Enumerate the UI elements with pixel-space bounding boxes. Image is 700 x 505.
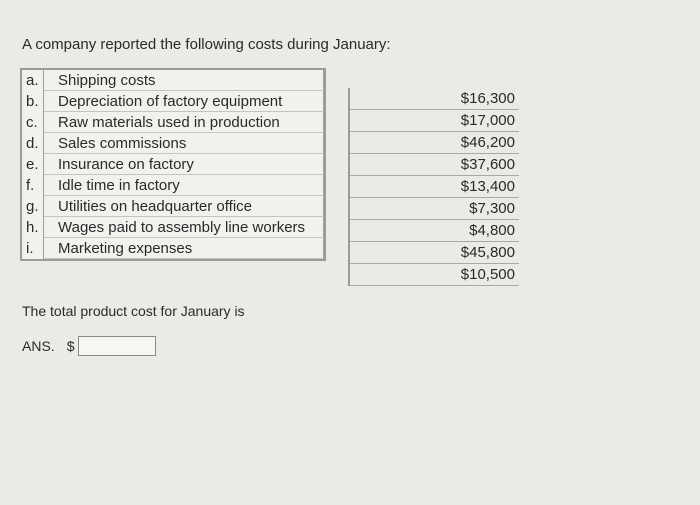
row-amount: $4,800	[350, 220, 519, 242]
currency-symbol: $	[66, 338, 75, 354]
row-amount: $10,500	[350, 264, 519, 286]
table-row	[22, 70, 324, 91]
table-row	[22, 91, 324, 112]
row-amount: $7,300	[350, 198, 519, 220]
answer-row	[22, 336, 156, 356]
row-label: Wages paid to assembly line workers	[44, 217, 324, 238]
row-amount: $46,200	[350, 132, 519, 154]
row-label: Marketing expenses	[44, 238, 324, 259]
total-prompt: The total product cost for January is	[22, 303, 245, 319]
answer-label: ANS.	[22, 338, 55, 354]
row-label: Raw materials used in production	[44, 112, 324, 133]
row-amount: $37,600	[350, 154, 519, 176]
table-row	[22, 175, 324, 196]
table-row	[22, 238, 324, 259]
row-label: Idle time in factory	[44, 175, 324, 196]
row-label: Insurance on factory	[44, 154, 324, 175]
row-label: Depreciation of factory equipment	[44, 91, 324, 112]
row-amount: $16,300	[350, 88, 519, 110]
answer-input[interactable]	[78, 336, 156, 356]
row-letter: i.	[22, 238, 44, 259]
row-letter: b.	[22, 91, 44, 112]
row-letter: f.	[22, 175, 44, 196]
table-row	[22, 112, 324, 133]
table-row	[22, 154, 324, 175]
row-letter: g.	[22, 196, 44, 217]
row-label: Shipping costs	[44, 70, 324, 91]
table-row	[22, 196, 324, 217]
row-letter: d.	[22, 133, 44, 154]
row-label: Utilities on headquarter office	[44, 196, 324, 217]
row-amount: $45,800	[350, 242, 519, 264]
row-letter: h.	[22, 217, 44, 238]
row-letter: e.	[22, 154, 44, 175]
row-letter: c.	[22, 112, 44, 133]
table-row	[22, 217, 324, 238]
row-letter: a.	[22, 70, 44, 91]
row-amount: $13,400	[350, 176, 519, 198]
row-label: Sales commissions	[44, 133, 324, 154]
table-row	[22, 133, 324, 154]
amount-column	[348, 88, 519, 286]
cost-table	[20, 68, 515, 283]
row-amount: $17,000	[350, 110, 519, 132]
question-text: A company reported the following costs during January:	[22, 36, 391, 53]
